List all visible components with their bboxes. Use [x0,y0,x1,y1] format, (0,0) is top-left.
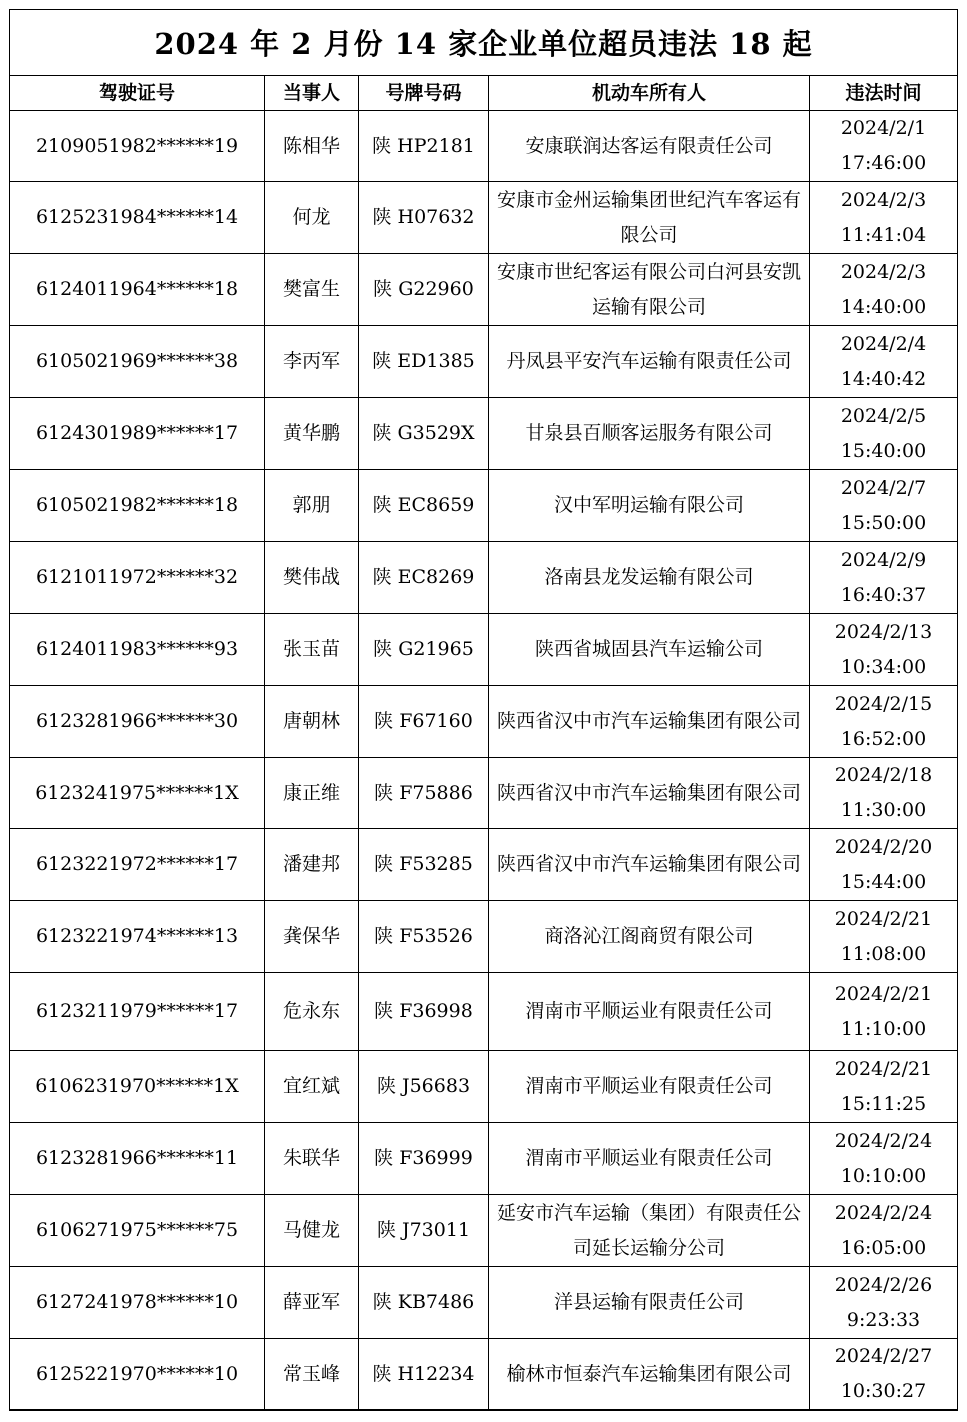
cell-party: 常玉峰 [265,1339,359,1410]
violation-clock-time: 10:34:00 [840,655,927,678]
cell-plate: 陕 ED1385 [359,326,489,398]
violation-clock-time: 14:40:00 [840,295,927,318]
cell-plate: 陕 KB7486 [359,1267,489,1339]
violation-clock-time: 17:46:00 [840,152,927,174]
violation-date: 2024/2/20 [834,835,933,858]
cell-party: 郭朋 [265,470,359,542]
cell-license: 6123241975******1X [10,758,265,829]
header-license: 驾驶证号 [10,76,265,111]
cell-party: 龚保华 [265,901,359,973]
cell-license: 6121011972******32 [10,542,265,614]
violation-date: 2024/2/18 [834,764,933,786]
cell-owner: 陕西省汉中市汽车运输集团有限公司 [489,829,810,901]
cell-owner: 洋县运输有限责任公司 [489,1267,810,1339]
cell-time [810,1195,958,1267]
violation-date: 2024/2/21 [834,907,933,930]
cell-time [810,758,958,829]
cell-owner: 延安市汽车运输（集团）有限责任公司延长运输分公司 [489,1195,810,1267]
violation-clock-time: 11:08:00 [840,942,927,965]
violation-date: 2024/2/26 [834,1273,933,1296]
violation-date: 2024/2/5 [840,404,927,427]
violation-clock-time: 15:50:00 [840,511,927,534]
violation-date: 2024/2/21 [834,1057,933,1080]
cell-plate: 陕 EC8659 [359,470,489,542]
cell-party: 宜红斌 [265,1051,359,1123]
violation-clock-time: 15:40:00 [840,439,927,462]
violation-clock-time: 11:30:00 [840,799,927,821]
page-title: 2024 年 2 月份 14 家企业单位超员违法 18 起 [10,10,957,76]
table-row [10,1267,957,1339]
violation-date: 2024/2/3 [840,260,927,283]
cell-time [810,1123,958,1195]
cell-owner: 商洛沁江阁商贸有限公司 [489,901,810,973]
table-row [10,1051,957,1123]
table-row [10,901,957,973]
violation-date: 2024/2/4 [840,332,927,355]
cell-owner: 丹凤县平安汽车运输有限责任公司 [489,326,810,398]
violation-clock-time: 16:05:00 [840,1236,927,1259]
table-row [10,614,957,686]
cell-plate: 陕 F36999 [359,1123,489,1195]
violation-clock-time: 9:23:33 [846,1308,921,1331]
cell-time [810,254,958,326]
cell-license: 6123211979******17 [10,973,265,1051]
cell-plate: 陕 F75886 [359,758,489,829]
cell-owner: 汉中军明运输有限公司 [489,470,810,542]
cell-plate: 陕 H12234 [359,1339,489,1410]
violation-date: 2024/2/13 [834,620,933,643]
cell-plate: 陕 F53526 [359,901,489,973]
cell-license: 6125221970******10 [10,1339,265,1410]
cell-license: 6124011964******18 [10,254,265,326]
cell-owner: 渭南市平顺运业有限责任公司 [489,1123,810,1195]
table-row [10,829,957,901]
cell-license: 6105021969******38 [10,326,265,398]
cell-party: 樊伟战 [265,542,359,614]
cell-party: 潘建邦 [265,829,359,901]
cell-license: 6105021982******18 [10,470,265,542]
cell-time [810,542,958,614]
cell-license: 6125231984******14 [10,182,265,254]
cell-party: 朱联华 [265,1123,359,1195]
cell-plate: 陕 F67160 [359,686,489,758]
cell-time [810,470,958,542]
violation-table-sheet [9,9,958,1411]
table-row [10,1339,957,1410]
cell-party: 薛亚军 [265,1267,359,1339]
cell-plate: 陕 J73011 [359,1195,489,1267]
table-body [10,111,957,1410]
cell-party: 张玉苗 [265,614,359,686]
cell-party: 唐朝林 [265,686,359,758]
table-row [10,182,957,254]
violation-date: 2024/2/27 [834,1345,933,1367]
cell-plate: 陕 HP2181 [359,111,489,182]
violation-clock-time: 11:10:00 [840,1017,927,1040]
cell-license: 6123281966******11 [10,1123,265,1195]
cell-plate: 陕 H07632 [359,182,489,254]
table-row [10,686,957,758]
header-plate: 号牌号码 [359,76,489,111]
cell-time [810,1051,958,1123]
cell-license: 6127241978******10 [10,1267,265,1339]
cell-time [810,829,958,901]
cell-plate: 陕 J56683 [359,1051,489,1123]
cell-party: 何龙 [265,182,359,254]
cell-owner: 榆林市恒泰汽车运输集团有限公司 [489,1339,810,1410]
table-row [10,326,957,398]
cell-license: 6124011983******93 [10,614,265,686]
cell-time [810,901,958,973]
table-row [10,111,957,182]
violation-date: 2024/2/21 [834,982,933,1005]
violation-clock-time: 15:11:25 [840,1092,927,1115]
cell-time [810,1339,958,1410]
violation-date: 2024/2/1 [840,117,927,139]
violation-clock-time: 14:40:42 [840,367,927,390]
violation-date: 2024/2/15 [834,692,933,715]
cell-owner: 甘泉县百顺客运服务有限公司 [489,398,810,470]
violation-clock-time: 16:52:00 [840,727,927,750]
header-owner: 机动车所有人 [489,76,810,111]
cell-plate: 陕 G22960 [359,254,489,326]
cell-party: 危永东 [265,973,359,1051]
cell-plate: 陕 F53285 [359,829,489,901]
violation-clock-time: 10:10:00 [840,1164,927,1187]
cell-time [810,111,958,182]
violation-date: 2024/2/24 [834,1201,933,1224]
cell-owner: 陕西省汉中市汽车运输集团有限公司 [489,686,810,758]
cell-plate: 陕 F36998 [359,973,489,1051]
table-row [10,254,957,326]
cell-party: 黄华鹏 [265,398,359,470]
table-row [10,1123,957,1195]
table-row [10,470,957,542]
cell-owner: 陕西省城固县汽车运输公司 [489,614,810,686]
cell-owner: 洛南县龙发运输有限公司 [489,542,810,614]
cell-plate: 陕 G3529X [359,398,489,470]
table-row [10,973,957,1051]
cell-plate: 陕 G21965 [359,614,489,686]
cell-party: 李丙军 [265,326,359,398]
violation-date: 2024/2/7 [840,476,927,499]
cell-time [810,1267,958,1339]
table-header-row [10,76,957,111]
cell-owner: 安康联润达客运有限责任公司 [489,111,810,182]
table-row [10,1195,957,1267]
cell-license: 6123281966******30 [10,686,265,758]
cell-owner: 渭南市平顺运业有限责任公司 [489,973,810,1051]
violation-clock-time: 15:44:00 [840,870,927,893]
table-row [10,398,957,470]
cell-plate: 陕 EC8269 [359,542,489,614]
cell-owner: 渭南市平顺运业有限责任公司 [489,1051,810,1123]
violation-date: 2024/2/24 [834,1129,933,1152]
cell-party: 樊富生 [265,254,359,326]
violation-clock-time: 10:30:27 [840,1380,927,1402]
cell-party: 马健龙 [265,1195,359,1267]
cell-party: 康正维 [265,758,359,829]
table-row [10,758,957,829]
cell-time [810,182,958,254]
cell-license: 6106231970******1X [10,1051,265,1123]
cell-party: 陈相华 [265,111,359,182]
cell-owner: 安康市金州运输集团世纪汽车客运有限公司 [489,182,810,254]
cell-time [810,398,958,470]
violation-table [10,76,957,1410]
table-row [10,542,957,614]
cell-time [810,686,958,758]
cell-time [810,326,958,398]
header-time: 违法时间 [810,76,958,111]
header-party: 当事人 [265,76,359,111]
cell-license: 6123221974******13 [10,901,265,973]
violation-clock-time: 16:40:37 [840,583,927,606]
cell-owner: 陕西省汉中市汽车运输集团有限公司 [489,758,810,829]
cell-license: 2109051982******19 [10,111,265,182]
violation-date: 2024/2/3 [840,188,927,211]
cell-license: 6124301989******17 [10,398,265,470]
cell-owner: 安康市世纪客运有限公司白河县安凯运输有限公司 [489,254,810,326]
cell-time [810,973,958,1051]
cell-time [810,614,958,686]
cell-license: 6106271975******75 [10,1195,265,1267]
violation-clock-time: 11:41:04 [840,223,927,246]
cell-license: 6123221972******17 [10,829,265,901]
violation-date: 2024/2/9 [840,548,927,571]
